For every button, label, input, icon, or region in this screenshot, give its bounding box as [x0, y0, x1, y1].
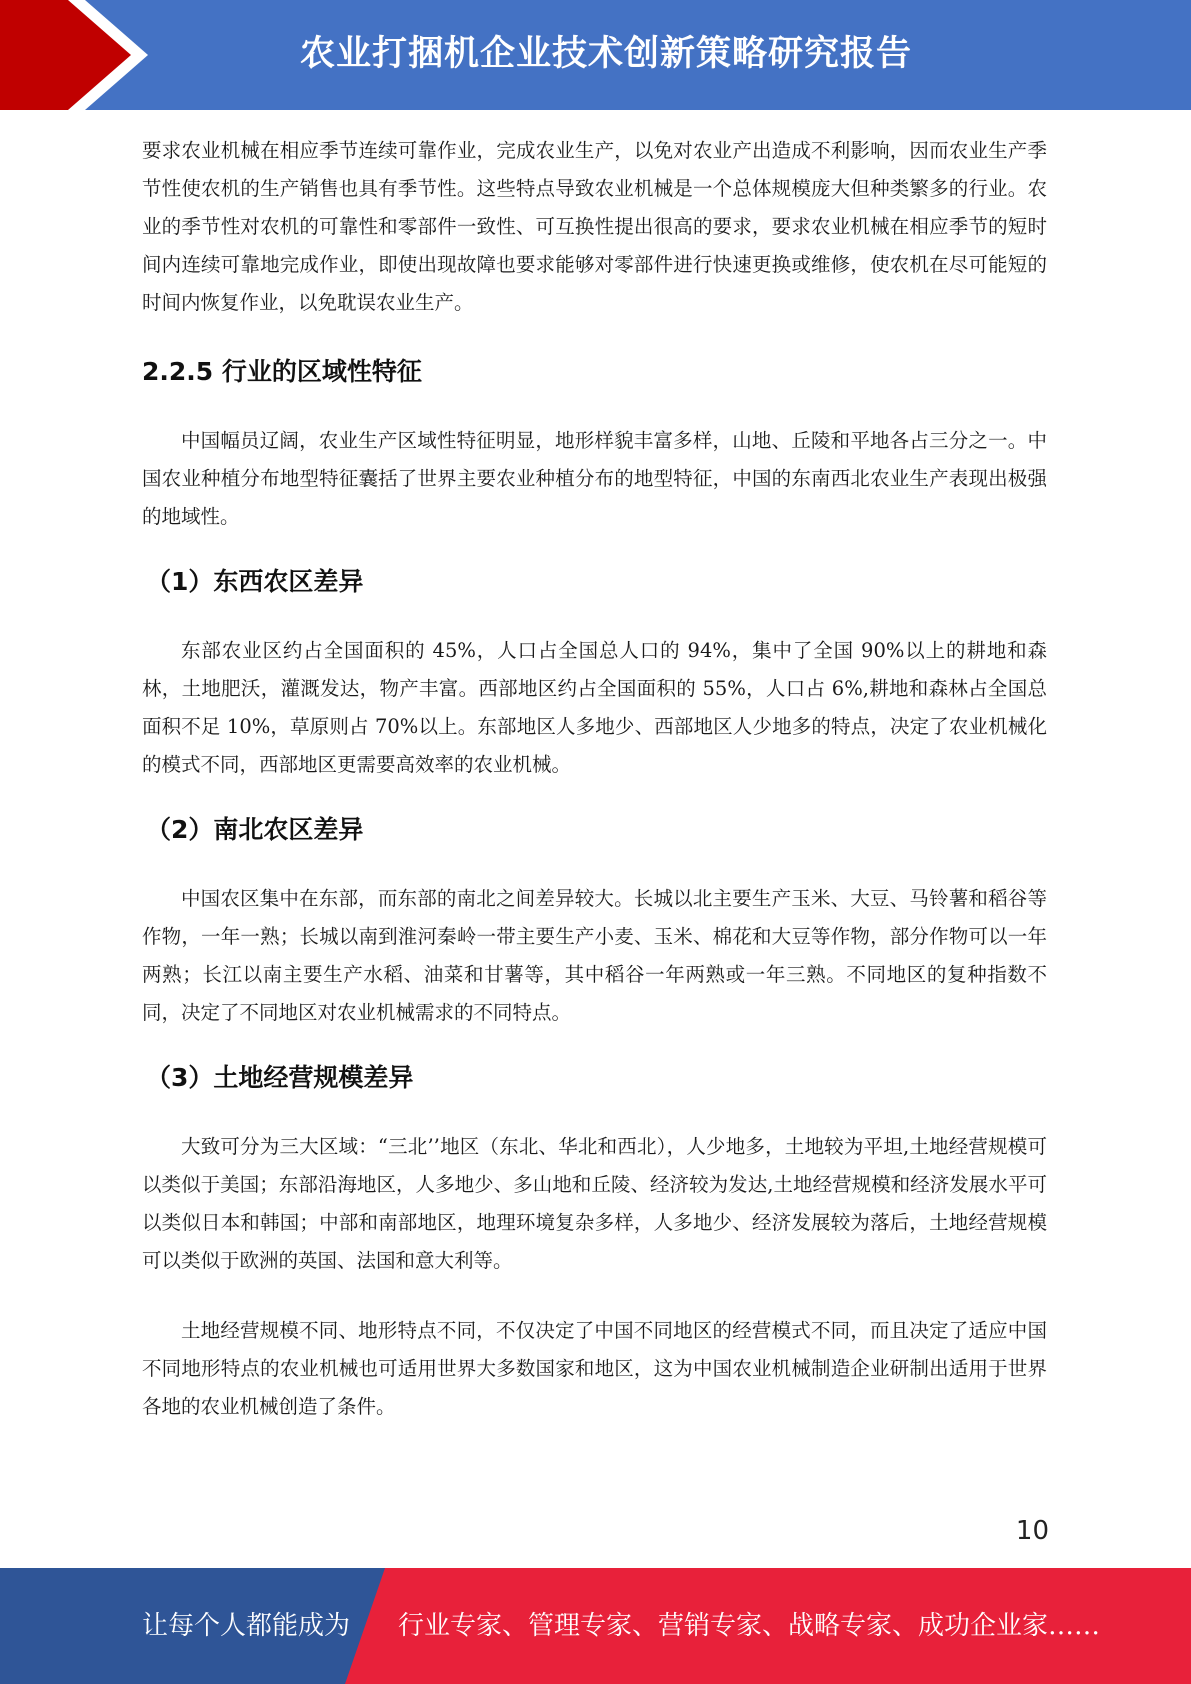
- document-body: [142, 132, 1047, 1426]
- footer-slogan-left: 让每个人都能成为: [142, 1611, 351, 1641]
- page-footer: [0, 1568, 1191, 1684]
- section-heading: 2.2.5 行业的区域性特征: [142, 357, 422, 386]
- paragraph-land-scale-1: 大致可分为三大区域：“三北’’地区（东北、华北和西北），人少地多，土地较为平坦,土地经营规模可以类似于美国；东部沿海地区，人多地少、多山地和丘陵、经济较为发达,土地经营规模和经济发展水平可以类似日本和韩国；中部和南部地区，地理环境复杂多样，人多地少、经济发展较为落后，土地经营规模可以类似于欧洲的英国、法国和意大利等。: [142, 1135, 1047, 1272]
- sub-heading-land-scale: （3）土地经营规模差异: [146, 1063, 414, 1092]
- page-header: [0, 0, 1191, 110]
- intro-paragraph: 要求农业机械在相应季节连续可靠作业，完成农业生产，以免对农业产出造成不利影响，因而农业生产季节性使农机的生产销售也具有季节性。这些特点导致农业机械是一个总体规模庞大但种类繁多的行业。农业的季节性对农机的可靠性和零部件一致性、可互换性提出很高的要求，要求农业机械在相应季节的短时间内连续可靠地完成作业，即使出现故障也要求能够对零部件进行快速更换或维修，使农机在尽可能短的时间内恢复作业，以免耽误农业生产。: [142, 139, 1047, 314]
- footer-slogan-right: 行业专家、管理专家、营销专家、战略专家、成功企业家……: [398, 1611, 1101, 1641]
- page-number: 10: [1015, 1516, 1049, 1546]
- section-paragraph: 中国幅员辽阔，农业生产区域性特征明显，地形样貌丰富多样，山地、丘陵和平地各占三分之一。中国农业种植分布地型特征囊括了世界主要农业种植分布的地型特征，中国的东南西北农业生产表现出极强的地域性。: [142, 429, 1047, 528]
- paragraph-east-west: 东部农业区约占全国面积的 45%，人口占全国总人口的 94%，集中了全国 90%以上的耕地和森林，土地肥沃，灌溉发达，物产丰富。西部地区约占全国面积的 55%，人口占 6%,耕地和森林占全国总面积不足 10%，草原则占 70%以上。东部地区人多地少、西部地区人少地多的特点，决定了农业机械化的模式不同，西部地区更需要高效率的农业机械。: [142, 639, 1047, 776]
- paragraph-north-south: 中国农区集中在东部，而东部的南北之间差异较大。长城以北主要生产玉米、大豆、马铃薯和稻谷等作物，一年一熟；长城以南到淮河秦岭一带主要生产小麦、玉米、棉花和大豆等作物，部分作物可以一年两熟；长江以南主要生产水稻、油菜和甘薯等，其中稻谷一年两熟或一年三熟。不同地区的复种指数不同，决定了不同地区对农业机械需求的不同特点。: [142, 887, 1047, 1024]
- report-title: 农业打捆机企业技术创新策略研究报告: [300, 34, 913, 74]
- sub-heading-north-south: （2）南北农区差异: [146, 815, 364, 844]
- paragraph-land-scale-2: 土地经营规模不同、地形特点不同，不仅决定了中国不同地区的经营模式不同，而且决定了适应中国不同地形特点的农业机械也可适用世界大多数国家和地区，这为中国农业机械制造企业研制出适用于世界各地的农业机械创造了条件。: [142, 1319, 1047, 1418]
- sub-heading-east-west: （1）东西农区差异: [146, 567, 364, 596]
